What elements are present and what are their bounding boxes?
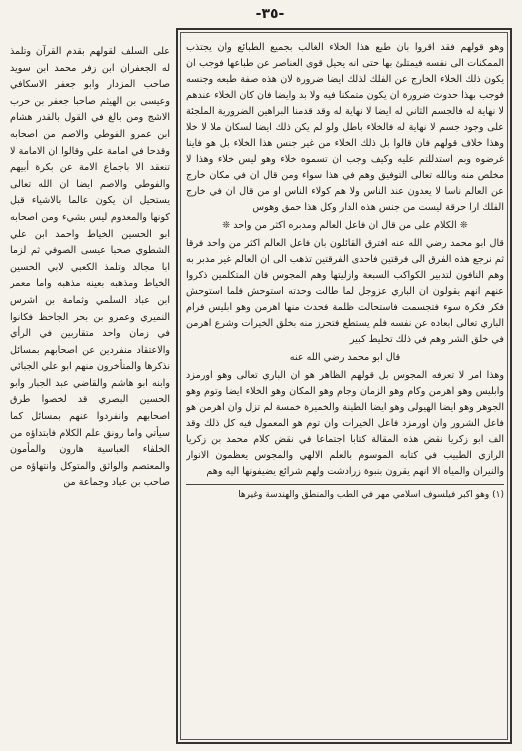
footnote-separator: [186, 484, 504, 485]
main-paragraph-2: قال ابو محمد رضي الله عنه افترق القائلون بان فاعل العالم اكثر من واحد فرقا ثم نرجع هذه الفرق الى فرقتين فاحدى الفرقتين تذهب الى ان العالم غير مدبر به وهم النافون لتدبير الكواكب السبعة وازليتها وهم المجوس فان المتكلمين ذكروا عنهم انهم يقولون ان الباري عزوجل لما طالت وحدته استوحش فلما استوحش فكر فكرة سوء فتجسمت فاستحالت ظلمة فحدث منها اهرمن وهو ابليس فرام الباري تعالى ابعاده عن نفسه فلم يستطع فتحرز منه بخلق الخيرات وشرع اهرمن في خلق الشر وهم في ذلك تخليط كبير: [186, 238, 504, 345]
side-column: [10, 44, 170, 739]
footnote-text: وهو اكبر فيلسوف اسلامي مهر في الطب والمنطق والهندسة وغيرها: [238, 490, 490, 500]
section-heading-1: الكلام على من قال ان فاعل العالم ومدبره اكثر من واحد: [233, 220, 457, 231]
side-column-text: على السلف لقولهم بقدم القرآن وتلمذ له الجعفران ابن زفر محمد ابن سوید صاحب المزدار وابو جعفر الاسكافي وعيسى بن الهيثم صاحبا جعفر بن حرب الاشج ومن بالغ في القول بالقدر هشام ابن عمرو الفوطي والاصم من اصحابه وقدحا في امامة علي وقالوا ان الامامة لا تنعقد الا باجماع الامة عن بكرة أبيهم والفوطي والاصم ايضا ان الله تعالى يستحيل ان يكون عالما بالاشياء قبل كونها والمعدوم ليس بشيء ومن اصحابه ابو الحسين الخياط واحمد ابن علي الشطوي صحبا عيسى الصوفي ثم لزما ابا مجالد وتلمذ الكعبي لابي الحسين الخياط ومذهبه بعينه مذهبه واما معمر ابن عباد السلمي وثمامة بن اشرس النميري وعمرو بن بحر الجاحظ فكانوا في زمان واحد متقاربين في الرأي والاعتقاد منفردين عن اصحابهم بمسائل نذكرها والمتأخرون منهم ابو علي الجبائي وابنه ابو هاشم والقاضي عبد الجبار وابو الحسين البصري قد لخصوا طرق اصحابهم وانفردوا عنهم بمسائل كما سيأتي واما رونق علم الكلام فابتداؤه من الخلفاء العباسية هارون والمأمون والمعتصم والواثق والمتوكل وانتهاؤه من صاحب بن عباد وجماعة من: [10, 46, 170, 489]
ornament-icon: ❊: [222, 220, 231, 231]
section-heading-2: قال ابو محمد رضي الله عنه: [289, 352, 401, 363]
footnote-marker: (١): [492, 490, 504, 500]
main-column: [186, 40, 504, 730]
ornament-icon: ❊: [459, 220, 468, 231]
main-paragraph-3: وهذا امر لا تعرفه المجوس بل قولهم الظاهر هو ان الباري تعالى وهو اورمزد وابليس وهو اهرمن وكام وهو الزمان وجام وهو المكان وهو الخلاء ايضا وتوم وهو الجوهر وهو ايضا الهيولى وهو ايضا الطينة والخميرة خمسة لم تزل وان اهرمن هو فاعل الشرور وان اورمزد فاعل الخيرات وان توم هو المعمول فيه كل ذلك وقد الف ابو زكريا نقض هذه المقالة كتابا اجتماعا في نقض كلام محمد بن زكريا الرازي الطبيب في كتابه الموسوم بالعلم الالهي والمجوس يعظمون الانوار والنيران والمياه الا انهم يقرون بنبوة زرادشت ولهم شرائع يضيفونها اليه وهم: [186, 370, 504, 477]
main-paragraph-1: وهو قولهم فقد اقروا بان طبع هذا الخلاء الغالب بجميع الطبائع وان يجتذب الممكنات الى نفسه فيمتلئ بها حتى انه يحيل قوى العناصر عن طباعها فوجب ان يكون ذلك الخلاء الخارج عن الفلك لذلك ايضا ضرورة لان هذه صفة طبعه وجنسه فوجب بهذا حدوث ضرورة ان يكون متمكنا فيه ولا بد وايضا فان كان الخلاء عندهم لا نهاية له فالجسم الثاني له ايضا لا نهاية له وقد قدمنا البراهين الضرورية الملجئة على وجود جسم لا نهاية له فالخلاء باطل ولو لم يكن ذلك ايضا لسكان ملا لا خلا وهذا خلاف قولهم فان قالوا بل ذلك الخلاء من غير جنس هذا الخلاء بل هو فاينا غرضوه وبم استدللتم عليه وكيف وجب ان تسموه خلاء وهو ليس خلاء وهذا لا مخلص منه وبالله تعالى التوفيق وهم في هذا سواء ومن قال ان في مكان خارج عن العالم ناسا لا يعدون عند الناس ولا هم كولاء الناس او من قال ان في خارج الفلك ارا حرقة ليست من جنس هذه الدار وكل هذا حمق وهوس: [186, 42, 504, 213]
page-number: -٣٥-: [255, 6, 285, 22]
